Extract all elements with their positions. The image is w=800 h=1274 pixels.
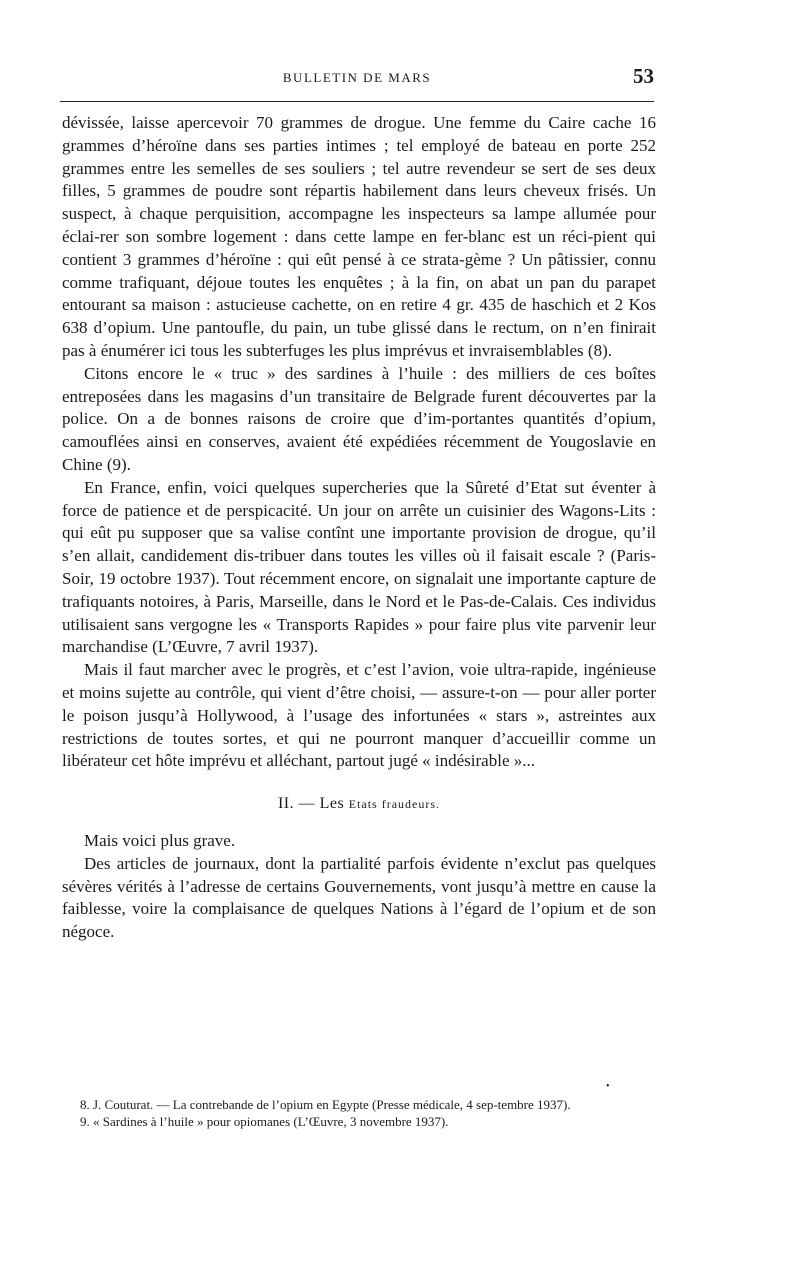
running-title: BULLETIN DE MARS (282, 70, 432, 85)
paragraph: En France, enfin, voici quelques supercheries que la Sûreté d’Etat sut éventer à force de patience et de perspicacité. Un jour on arrête un cuisinier des Wagons-Lits : qui eût pu supposer que sa valise contînt une importante provision de drogue, qu’il s’en allait, candidement dis-tribuer dans toutes les villes où il faisait escale ? (Paris-Soir, 19 octobre 1937). Tout récemment encore, on signalait une importante capture de trafiquants notoires, à Paris, Marseille, dans le Nord et le Pas-de-Calais. Ces individus utilisaient sans vergogne les « Transports Rapides » pour faire plus vite parvenir leur marchandise (L’Œuvre, 7 avril 1937). (62, 477, 656, 657)
header-rule (60, 101, 654, 102)
section-heading (62, 793, 656, 816)
running-header (60, 64, 654, 94)
footnote-8: 8. J. Couturat. — La contrebande de l’opium en Egypte (Presse médicale, 4 sep-tembre 1937). (80, 1097, 571, 1112)
paragraph: Des articles de journaux, dont la partialité parfois évidente n’exclut pas quelques sévères vérités à l’adresse de certains Gouvernements, vont jusqu’à mettre en cause la faiblesse, voire la complaisance de quelques Nations à l’égard de l’opium et de son négoce. (62, 853, 656, 942)
paragraph: Mais voici plus grave. (84, 830, 236, 850)
body-text (62, 112, 656, 944)
footnote-separator-mark: • (606, 1081, 610, 1092)
paragraph: Citons encore le « truc » des sardines à l’huile : des milliers de ces boîtes entreposées dans les magasins d’un transitaire de Belgrade furent découvertes par la police. On a de bonnes raisons de croire que d’im-portantes quantités d’opium, camouflées ainsi en conserves, avaient été expédiées récemment de Yougoslavie en Chine (9). (62, 363, 656, 474)
footnotes (62, 1096, 656, 1130)
page-number: 53 (633, 64, 654, 88)
section-title-rest: Etats fraudeurs. (348, 797, 441, 812)
paragraph: dévissée, laisse apercevoir 70 grammes de drogue. Une femme du Caire cache 16 grammes d’héroïne dans ses parties intimes ; tel employé de bateau en porte 252 grammes entre les semelles de ses souliers ; tel autre revendeur se sert de ses deux filles, 5 grammes de poudre sont répartis habilement dans leurs cheveux frisés. Un suspect, à chaque perquisition, accompagne les inspecteurs sa lampe allumée pour éclai-rer son sombre logement : dans cette lampe en fer-blanc est un réci-pient qui contient 3 grammes d’héroïne : qui eût pensé à ce strata-gème ? Un pâtissier, connu comme trafiquant, déjoue toutes les enquêtes ; à la fin, on abat un pan du parapet entourant sa maison : astucieuse cachette, on en retire 4 gr. 435 de haschich et 2 Kos 638 d’opium. Une pantoufle, du pain, un tube glissé dans le rectum, on n’en finirait pas à énumérer ici tous les subterfuges les plus imprévus et invraisemblables (8). (62, 113, 656, 360)
section-number: II. — (277, 795, 316, 813)
section-title-start: Les (319, 795, 345, 813)
paragraph: Mais il faut marcher avec le progrès, et c’est l’avion, voie ultra-rapide, ingénieuse et moins sujette au contrôle, qui vient d’être choisi, — assure-t-on — pour aller porter le poison jusqu’à Hollywood, à l’usage des infortunées « stars », astreintes aux restrictions de toutes sortes, et qui ne pourront manquer d’accueillir comme un libérateur cet hôte imprévu et alléchant, partout jugé « indésirable »... (62, 660, 656, 771)
footnote-9: 9. « Sardines à l’huile » pour opiomanes (L’Œuvre, 3 novembre 1937). (80, 1114, 449, 1129)
